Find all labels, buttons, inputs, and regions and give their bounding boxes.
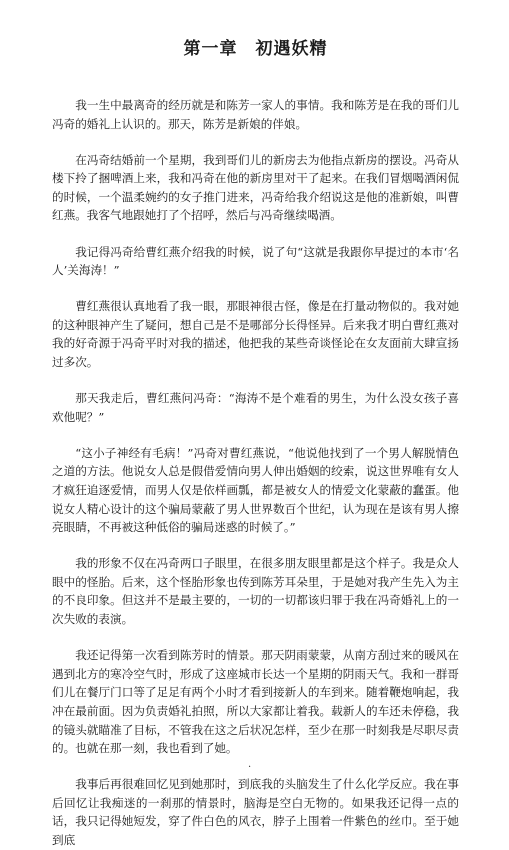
paragraph: 我一生中最离奇的经历就是和陈芳一家人的事情。我和陈芳是在我的哥们儿冯奇的婚礼上认识的。那天，陈芳是新娘的伴娘。 <box>52 98 459 131</box>
page-footer-mark: . <box>248 759 252 770</box>
paragraph: 我还记得第一次看到陈芳时的情景。那天阴雨蒙蒙，从南方刮过来的暖风在遇到北方的寒冷空气时，形成了这座城市长达一个星期的阴雨天气。我和一群哥们儿在餐厅门口等了足足有两个小时才看到接新人的车到来。随着鞭炮响起，我冲在最前面。因为负责婚礼拍照，所以大家都让着我。载新人的车还未停稳，我的镜头就瞄准了目标，不管我在这之后状况怎样，至少在那一时刻我是尽职尽责的。也就在那一刻，我也看到了她。 <box>52 648 459 756</box>
paragraph: 那天我走后，曹红燕问冯奇：“海涛不是个难看的男生，为什么没女孩子喜欢他呢？” <box>52 391 459 424</box>
paragraph: 我的形象不仅在冯奇两口子眼里，在很多朋友眼里都是这个样子。我是众人眼中的怪胎。后来，这个怪胎形象也传到陈芳耳朵里，于是她对我产生先入为主的不良印象。但这并不是最主要的，一切的一切都该归罪于我在冯奇婚礼上的一次失败的表演。 <box>52 556 459 627</box>
paragraph: 我记得冯奇给曹红燕介绍我的时候，说了句“这就是我跟你早提过的本市‘名人’关海涛！” <box>52 244 459 278</box>
paragraph: 我事后再很难回忆见到她那时，到底我的头脑发生了什么化学反应。我在事后回忆让我痴迷的一刹那的情景时，脑海是空白无物的。如果我还记得一点的话，我只记得她短发，穿了件白色的风衣，脖子上围着一件紫色的丝巾。至于她到底 <box>52 777 459 847</box>
paragraph: 在冯奇结婚前一个星期，我到哥们儿的新房去为他指点新房的摆设。冯奇从楼下拎了捆啤酒上来，我和冯奇在他的新房里对干了起来。在我们冒烟喝酒闲侃的时候，一个温柔婉约的女子推门进来，冯奇给我介绍说这是他的准新娘，叫曹红燕。我客气地跟她打了个招呼，然后与冯奇继续喝酒。 <box>52 152 459 223</box>
paragraph: 曹红燕很认真地看了我一眼，那眼神很古怪，像是在打量动物似的。我对她的这种眼神产生了疑问，想自己是不是哪部分长得怪异。后来我才明白曹红燕对我的好奇源于冯奇平时对我的描述，他把我的某些奇谈怪论在女友面前大肆宣扬过多次。 <box>52 299 459 370</box>
chapter-title: 第一章 初遇妖精 <box>183 39 328 59</box>
paragraph: “这小子神经有毛病！”冯奇对曹红燕说，“他说他找到了一个男人解脱情色之道的方法。他说女人总是假借爱情向男人伸出婚姻的绞索，说这世界唯有女人才疯狂追逐爱情，而男人仅是依样画瓢，都是被女人的情爱文化蒙蔽的蠢蛋。他说女人精心设计的这个骗局蒙蔽了男人世界数百个世纪，认为现在是该有男人擦亮眼睛，不再被这种低俗的骗局迷惑的时候了。” <box>52 445 459 535</box>
